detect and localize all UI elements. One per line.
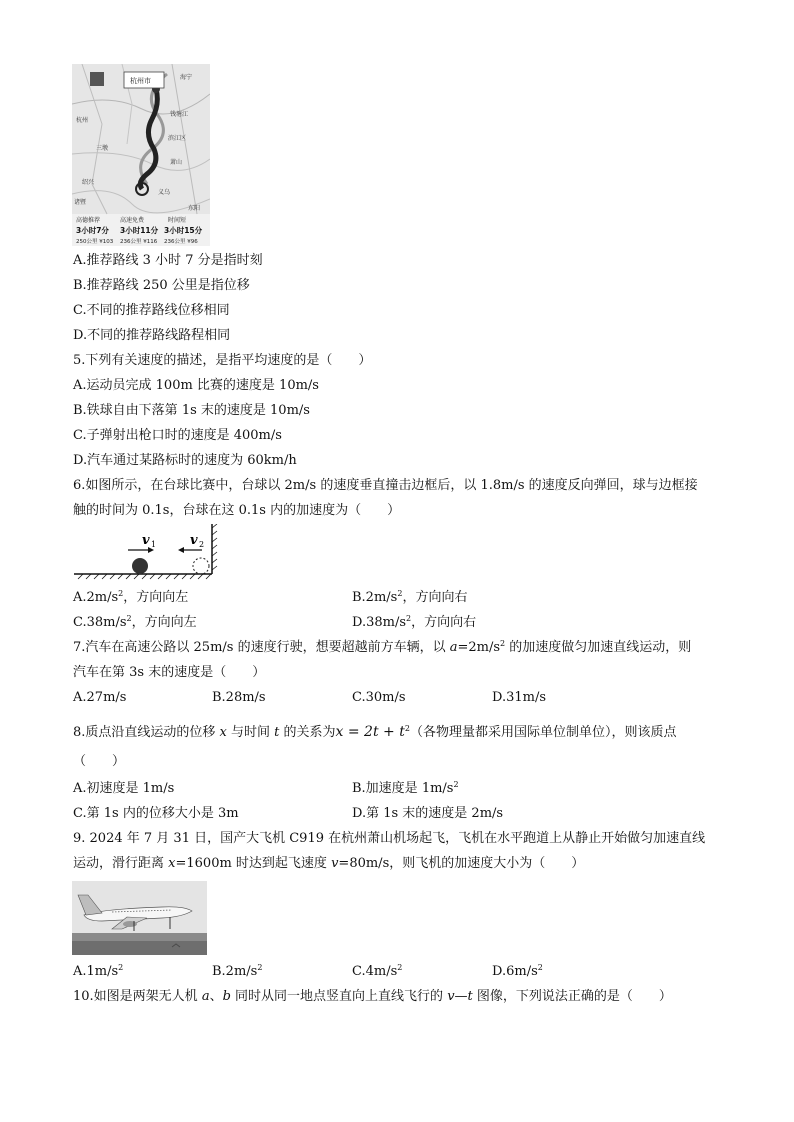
q6-option-b: $B.2m/s^2$，方向向右 xyxy=(352,589,468,605)
q8-option-c: C.第 1s 内的位移大小是 3m xyxy=(73,806,239,821)
map-label-2: 三墩 xyxy=(96,145,109,152)
q8-answer-paren: （ ） xyxy=(73,754,126,769)
q9-option-d: $D.6m/s^2$ xyxy=(492,963,543,979)
route-tag-2: 时间短 xyxy=(168,217,187,224)
v2-subscript: 2 xyxy=(199,540,205,549)
airplane-photo xyxy=(72,881,207,955)
q7-option-c: C.30m/s xyxy=(352,690,406,705)
q8-option-d: D.第 1s 末的速度是 2m/s xyxy=(352,806,504,821)
q9-stem-line2: 运动，滑行距离 x=1600m 时达到起飞速度 v=80m/s，则飞机的加速度大小为（ ） xyxy=(73,856,585,871)
route-duration-0: 3小时7分 xyxy=(76,226,109,235)
route-detail-1: 236公里 ¥116 xyxy=(120,239,158,245)
map-label-3: 滨江区 xyxy=(168,135,187,142)
q5-option-d: D.汽车通过某路标时的速度为 60km/h xyxy=(73,453,297,468)
q8-option-a: A.初速度是 1m/s xyxy=(73,781,175,796)
v1-subscript: 1 xyxy=(151,540,157,549)
q4-option-b: B.推荐路线 250 公里是指位移 xyxy=(73,278,250,293)
q6-option-d: $D.38m/s^2$，方向向右 xyxy=(352,614,477,630)
q9-stem-line1: 9. 2024 年 7 月 31 日，国产大飞机 C919 在杭州萧山机场起飞，飞机在水平跑道上从静止开始做匀加速直线 xyxy=(73,831,706,846)
route-map-image xyxy=(72,64,210,246)
q6-option-a: $A.2m/s^2$，方向向左 xyxy=(73,589,189,605)
q7-option-a: A.27m/s xyxy=(73,690,127,705)
route-tag-0: 高德推荐 xyxy=(76,217,101,224)
map-label-0: 杭州 xyxy=(76,117,89,124)
q4-option-c: C.不同的推荐路线位移相同 xyxy=(73,303,230,318)
map-label-7: 诸暨 xyxy=(74,199,87,206)
map-label-5: 绍兴 xyxy=(82,179,95,186)
route-duration-2: 3小时15分 xyxy=(164,226,203,235)
q9-option-a: $A.1m/s^2$ xyxy=(73,963,124,979)
v1-label: v xyxy=(142,533,150,548)
billiard-diagram xyxy=(72,524,222,584)
q6-option-c: $C.38m/s^2$，方向向左 xyxy=(73,614,197,630)
q7-option-b: B.28m/s xyxy=(212,690,266,705)
q6-stem-line1: 6.如图所示，在台球比赛中，台球以 2m/s 的速度垂直撞击边框后，以 1.8m/s 的速度反向弹回，球与边框接 xyxy=(73,478,698,493)
route-map-figure xyxy=(72,64,210,246)
map-callout: 杭州市 xyxy=(130,77,151,85)
q8-option-b: B.加速度是 $1m/s^2$ xyxy=(352,780,459,796)
q9-option-c: $C.4m/s^2$ xyxy=(352,963,403,979)
q8-formula: x = 2t + t xyxy=(335,724,405,740)
v2-label: v xyxy=(190,533,198,548)
billiard-figure xyxy=(72,524,222,584)
q7-stem-line2: 汽车在第 3s 末的速度是（ ） xyxy=(73,665,266,680)
q5-option-b: B.铁球自由下落第 1s 末的速度是 10m/s xyxy=(73,403,310,418)
q8-stem: 8.质点沿直线运动的位移 x 与时间 t 的关系为$x = 2t + t^2$（各物理量都采用国际单位制单位），则该质点 xyxy=(73,724,677,740)
route-tag-1: 高速免费 xyxy=(120,217,145,224)
map-label-4: 萧山 xyxy=(170,159,183,166)
map-label-8: 义乌 xyxy=(158,189,171,196)
route-duration-1: 3小时11分 xyxy=(120,226,159,235)
q4-option-a: A.推荐路线 3 小时 7 分是指时刻 xyxy=(73,253,263,268)
c919-image xyxy=(72,881,207,955)
q5-stem: 5.下列有关速度的描述，是指平均速度的是（ ） xyxy=(73,353,372,368)
route-detail-0: 250公里 ¥103 xyxy=(76,239,114,245)
q7-stem-line1: 7.汽车在高速公路以 25m/s 的速度行驶，想要超越前方车辆，以 $a=2m/s^2$ 的加速度做匀加速直线运动，则 xyxy=(73,639,692,655)
q5-option-c: C.子弹射出枪口时的速度是 400m/s xyxy=(73,428,282,443)
map-label-6: 海宁 xyxy=(180,74,193,81)
map-label-1: 钱塘江 xyxy=(170,111,189,118)
q6-stem-line2: 触的时间为 0.1s，台球在这 0.1s 内的加速度为（ ） xyxy=(73,503,401,518)
q5-option-a: A.运动员完成 100m 比赛的速度是 10m/s xyxy=(73,378,319,393)
map-label-9: 东阳 xyxy=(188,205,201,212)
q9-option-b: $B.2m/s^2$ xyxy=(212,963,263,979)
route-detail-2: 236公里 ¥96 xyxy=(164,239,198,245)
q7-option-d: D.31m/s xyxy=(492,690,547,705)
q10-stem: 10.如图是两架无人机 a、b 同时从同一地点竖直向上直线飞行的 v—t 图像，下列说法正确的是（ ） xyxy=(73,989,672,1004)
q4-option-d: D.不同的推荐路线路程相同 xyxy=(73,328,231,343)
